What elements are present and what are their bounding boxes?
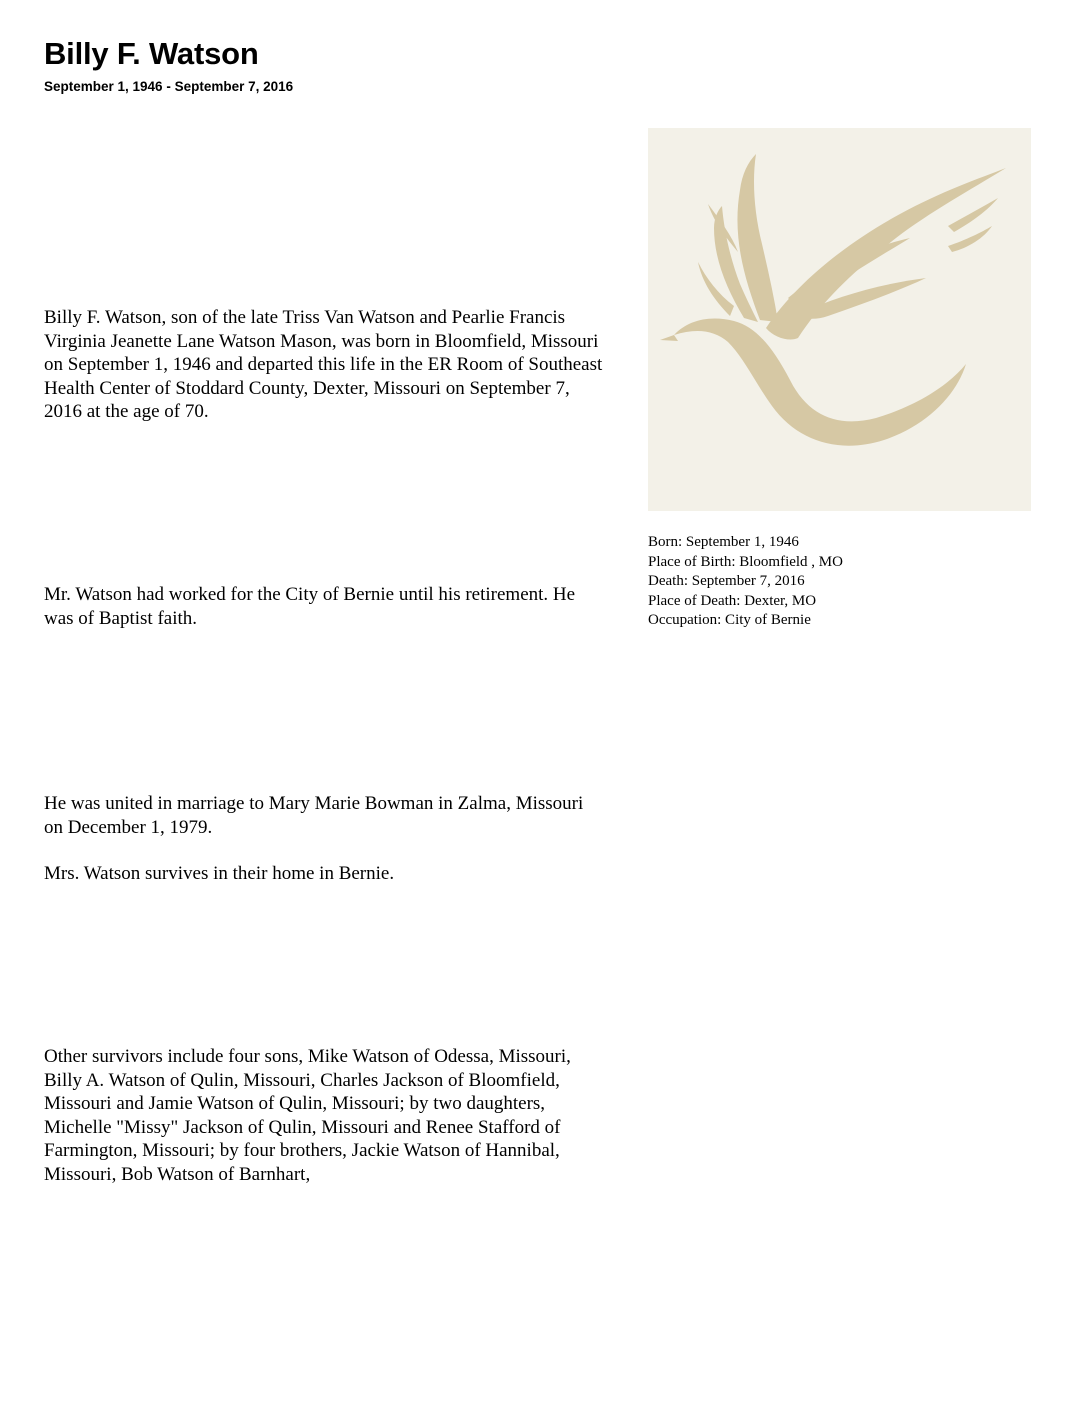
obituary-paragraph-survivors: Other survivors include four sons, Mike Watson of Odessa, Missouri, Billy A. Watson of Qulin, Missouri, Charles Jackson of Bloomfield, Missouri and Jamie Watson of Qulin, Missouri; by two daughters, Michelle "Missy" Jackson of Qulin, Missouri and Renee Stafford of Farmington, Missouri; by four brothers, Jackie Watson of Hannibal, Missouri, Bob Watson of Barnhart, [44,1046,571,1185]
fact-place-of-birth: Place of Birth: Bloomfield , MO [648,553,843,570]
life-dates: September 1, 1946 - September 7, 2016 [44,79,294,94]
dove-icon [648,128,1031,511]
obituary-paragraph-birth: Billy F. Watson, son of the late Triss Van Watson and Pearlie Francis Virginia Jeanette Lane Watson Mason, was born in Bloomfield, Missouri on September 1, 1946 and departed this life in the ER Room of Southeast Health Center of Stoddard County, Dexter, Missouri on September 7, 2016 at the age of 70. [44,307,603,422]
page-title: Billy F. Watson [44,36,259,71]
fact-death: Death: September 7, 2016 [648,573,805,589]
obituary-paragraph-career: Mr. Watson had worked for the City of Bernie until his retirement. He was of Baptist faith. [44,584,576,629]
obituary-paragraph-marriage: He was united in marriage to Mary Marie Bowman in Zalma, Missouri on December 1, 1979. [44,793,584,838]
memorial-image [648,128,1031,511]
fact-occupation: Occupation: City of Bernie [648,612,811,628]
facts-panel [648,533,1068,631]
obituary-paragraph-spouse: Mrs. Watson survives in their home in Bernie. [44,863,395,884]
fact-born: Born: September 1, 1946 [648,534,799,550]
fact-place-of-death: Place of Death: Dexter, MO [648,592,817,609]
